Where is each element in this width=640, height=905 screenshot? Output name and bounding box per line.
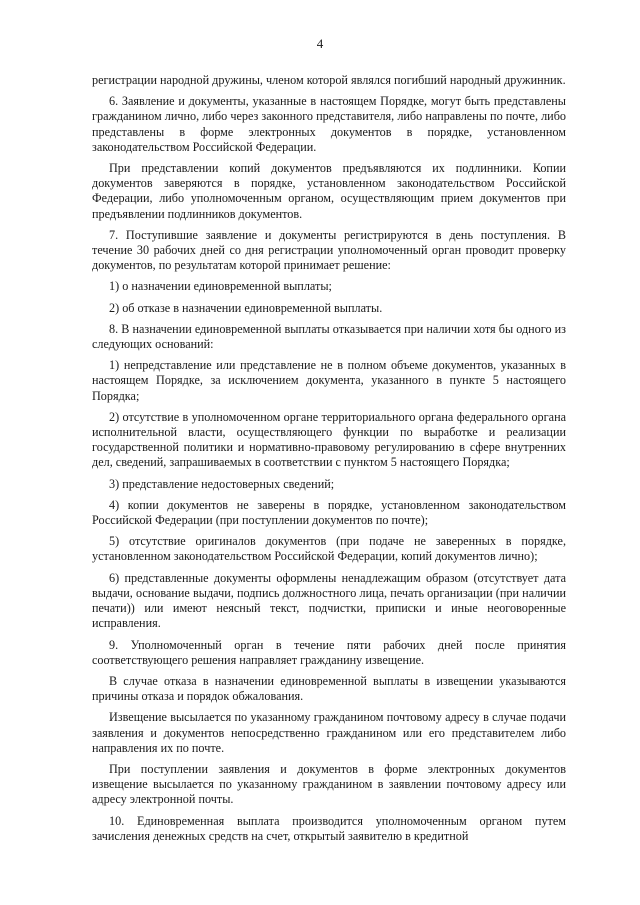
paragraph-item-7: 7. Поступившие заявление и документы регистрируются в день поступления. В течение 30 рабочих дней со дня регистрации уполномоченный орган проводит проверку документов, по результатам которой принимает решение: bbox=[92, 227, 566, 273]
document-body bbox=[92, 73, 566, 850]
paragraph-decision-1: 1) о назначении единовременной выплаты; bbox=[109, 279, 332, 294]
paragraph-electronic-notice: При поступлении заявления и документов в форме электронных документов извещение высылается по указанному гражданином в заявлении почтовому адресу или адресу электронной почты. bbox=[92, 761, 566, 807]
paragraph-ground-6: 6) представленные документы оформлены ненадлежащим образом (отсутствует дата выдачи, основание выдачи, подпись должностного лица, печать организации (при наличии печати)) или имеют неясный текст, подчистки, приписки и иные неоговоренные исправления. bbox=[92, 570, 566, 631]
paragraph-copies: При представлении копий документов предъявляются их подлинники. Копии документов заверяются в порядке, установленном законодательством Российской Федерации, либо уполномоченным органом, осуществляющим прием документов при предъявлении подлинников документов. bbox=[92, 161, 566, 221]
paragraph-item-6: 6. Заявление и документы, указанные в настоящем Порядке, могут быть представлены гражданином лично, либо через законного представителя, либо направлены по почте, либо представлены в форме электронных документов в порядке, установленном законодательством Российской Федерации. bbox=[92, 94, 566, 154]
paragraph-continuation: регистрации народной дружины, членом которой являлся погибший народный дружинник. bbox=[92, 73, 566, 87]
paragraph-item-8: 8. В назначении единовременной выплаты отказывается при наличии хотя бы одного из следующих оснований: bbox=[92, 321, 566, 352]
paragraph-refusal-notice: В случае отказа в назначении единовременной выплаты в извещении указываются причины отказа и порядок обжалования. bbox=[92, 673, 566, 704]
paragraph-ground-5: 5) отсутствие оригиналов документов (при подаче не заверенных в порядке, установленном законодательством Российской Федерации, копий документов лично); bbox=[92, 534, 566, 564]
paragraph-postal-notice: Извещение высылается по указанному гражданином почтовому адресу в случае подачи заявления и документов непосредственно гражданином или его представителем либо направления их по почте. bbox=[92, 710, 566, 755]
page-number: 4 bbox=[316, 36, 324, 51]
paragraph-item-10: 10. Единовременная выплата производится уполномоченным органом путем зачисления денежных средств на счет, открытый заявителю в кредитной bbox=[92, 813, 566, 843]
paragraph-ground-3: 3) представление недостоверных сведений; bbox=[109, 476, 335, 491]
paragraph-item-9: 9. Уполномоченный орган в течение пяти рабочих дней после принятия соответствующего решения направляет гражданину извещение. bbox=[92, 637, 566, 667]
paragraph-decision-2: 2) об отказе в назначении единовременной выплаты. bbox=[109, 300, 383, 315]
paragraph-ground-4: 4) копии документов не заверены в порядке, установленном законодательством Российской Федерации (при поступлении документов по почте); bbox=[92, 497, 566, 528]
paragraph-ground-1: 1) непредставление или представление не в полном объеме документов, указанных в настоящем Порядке, за исключением документа, указанного в пункте 5 настоящего Порядка; bbox=[92, 358, 566, 403]
paragraph-ground-2: 2) отсутствие в уполномоченном органе территориального органа федерального органа исполнительной власти, осуществляющего функции по выработке и реализации государственной политики и нормативно-правовому регулированию в сфере внутренних дел, сведений, запрашиваемых в соответствии с пунктом 5 настоящего Порядка; bbox=[92, 409, 566, 470]
